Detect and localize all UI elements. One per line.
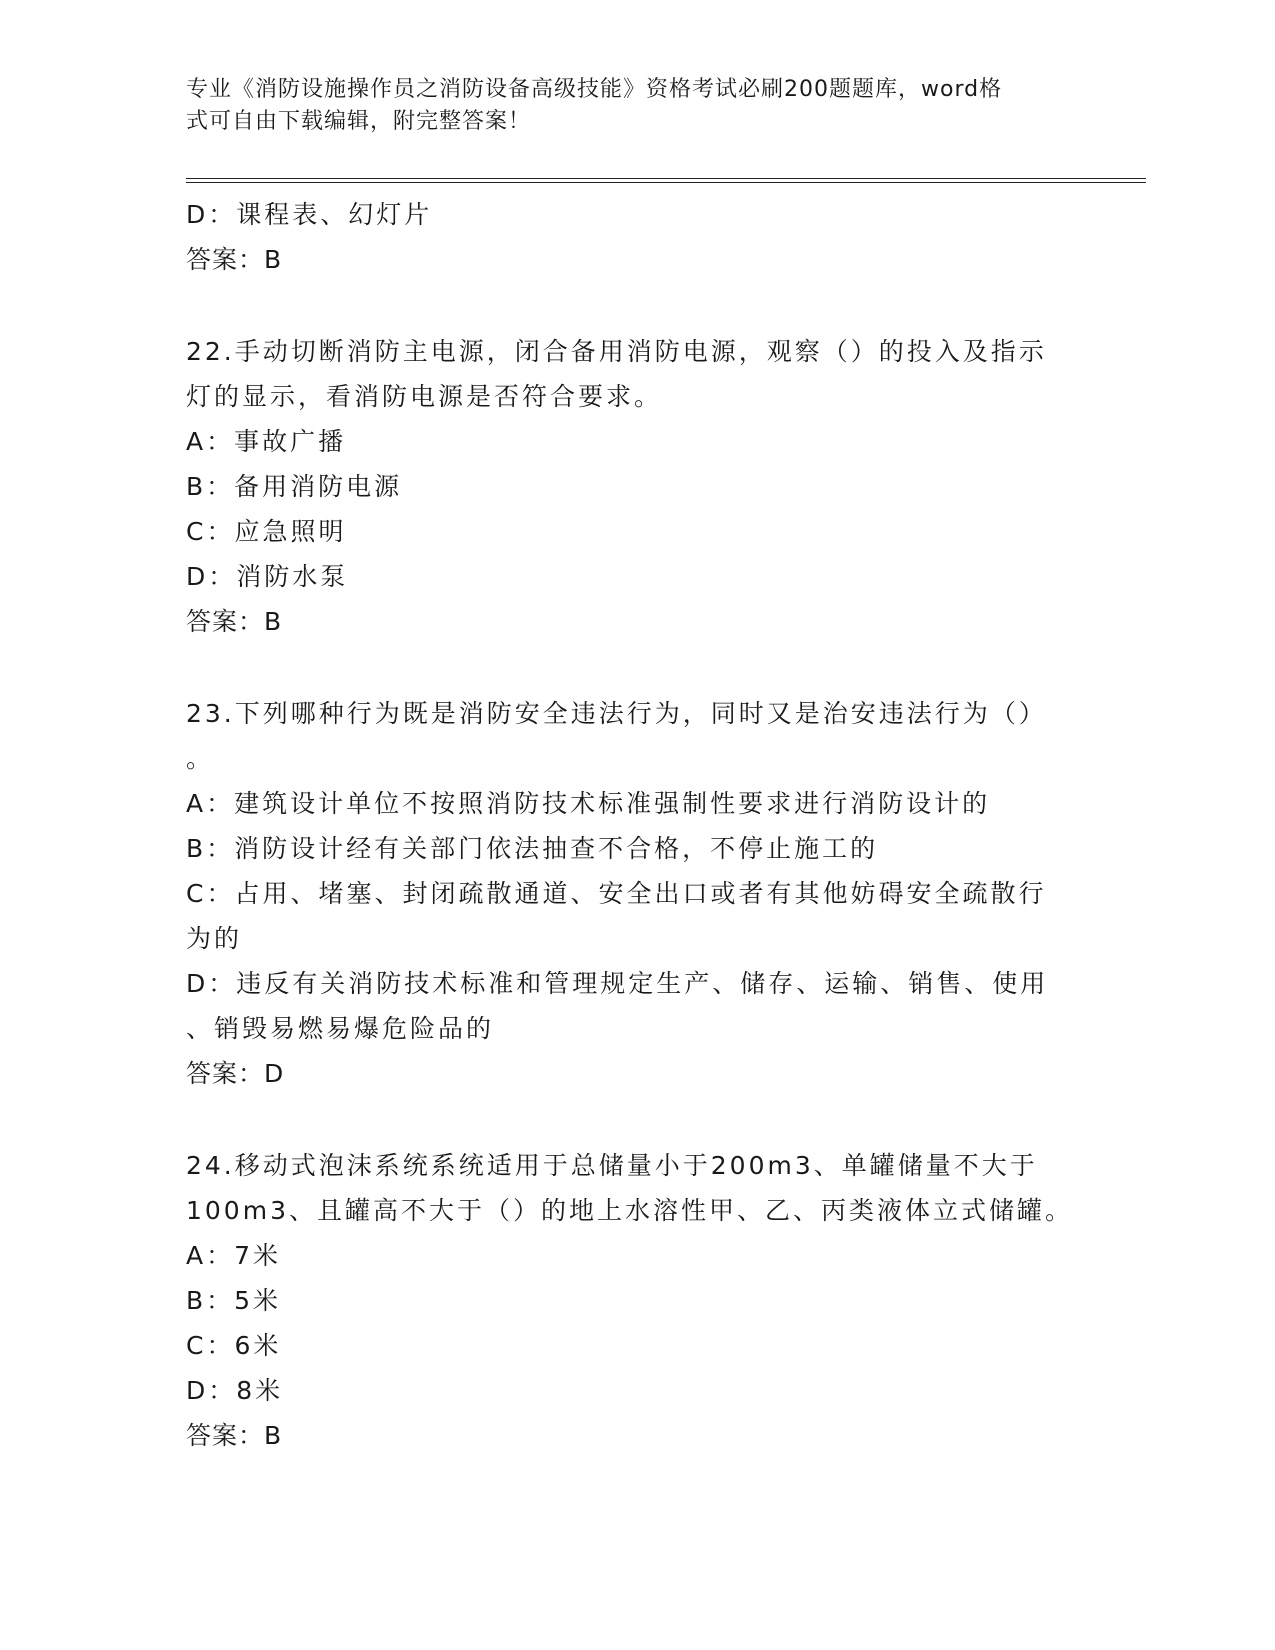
option-d: D：课程表、幻灯片 (186, 200, 433, 229)
option-d: D：违反有关消防技术标准和管理规定生产、储存、运输、销售、使用 (186, 969, 1049, 998)
question-content (186, 192, 1073, 1458)
spacer (186, 1096, 1066, 1143)
option-c-continued: 为的 (186, 924, 243, 953)
option-b: B：备用消防电源 (186, 472, 403, 501)
question-stem: 23.下列哪种行为既是消防安全违法行为，同时又是治安违法行为（） (186, 699, 1047, 728)
question-22 (186, 329, 1066, 644)
header-line-1: 专业《消防设施操作员之消防设备高级技能》资格考试必刷200题题库，word格 (186, 77, 1003, 102)
option-c: C：占用、堵塞、封闭疏散通道、安全出口或者有其他妨碍安全疏散行 (186, 879, 1047, 908)
page-header (186, 74, 1066, 138)
option-d: D：消防水泵 (186, 562, 349, 591)
spacer (186, 644, 1066, 691)
option-c: C：应急照明 (186, 517, 347, 546)
question-24 (186, 1143, 1073, 1458)
option-a: A：建筑设计单位不按照消防技术标准强制性要求进行消防设计的 (186, 789, 991, 818)
option-b: B：5米 (186, 1286, 282, 1315)
header-line-2: 式可自由下载编辑，附完整答案！ (186, 109, 532, 134)
option-c: C：6米 (186, 1331, 282, 1360)
answer: 答案：B (186, 1421, 283, 1450)
question-stem-continued: 。 (186, 744, 215, 773)
option-a: A：7米 (186, 1241, 282, 1270)
question-stem: 22.手动切断消防主电源，闭合备用消防电源，观察（）的投入及指示 (186, 337, 1047, 366)
option-a: A：事故广播 (186, 427, 347, 456)
answer: 答案：B (186, 245, 283, 274)
option-d-continued: 、销毁易燃易爆危险品的 (186, 1014, 495, 1043)
question-23 (186, 691, 1066, 1096)
header-double-rule (186, 178, 1146, 183)
question-21-tail (186, 192, 1066, 282)
option-d: D：8米 (186, 1376, 284, 1405)
option-b: B：消防设计经有关部门依法抽查不合格，不停止施工的 (186, 834, 879, 863)
spacer (186, 282, 1066, 329)
question-stem-continued: 100m3、且罐高不大于（）的地上水溶性甲、乙、丙类液体立式储罐。 (186, 1196, 1073, 1225)
answer: 答案：B (186, 607, 283, 636)
question-stem: 24.移动式泡沫系统系统适用于总储量小于200m3、单罐储量不大于 (186, 1151, 1038, 1180)
answer: 答案：D (186, 1059, 285, 1088)
question-stem-continued: 灯的显示，看消防电源是否符合要求。 (186, 382, 663, 411)
